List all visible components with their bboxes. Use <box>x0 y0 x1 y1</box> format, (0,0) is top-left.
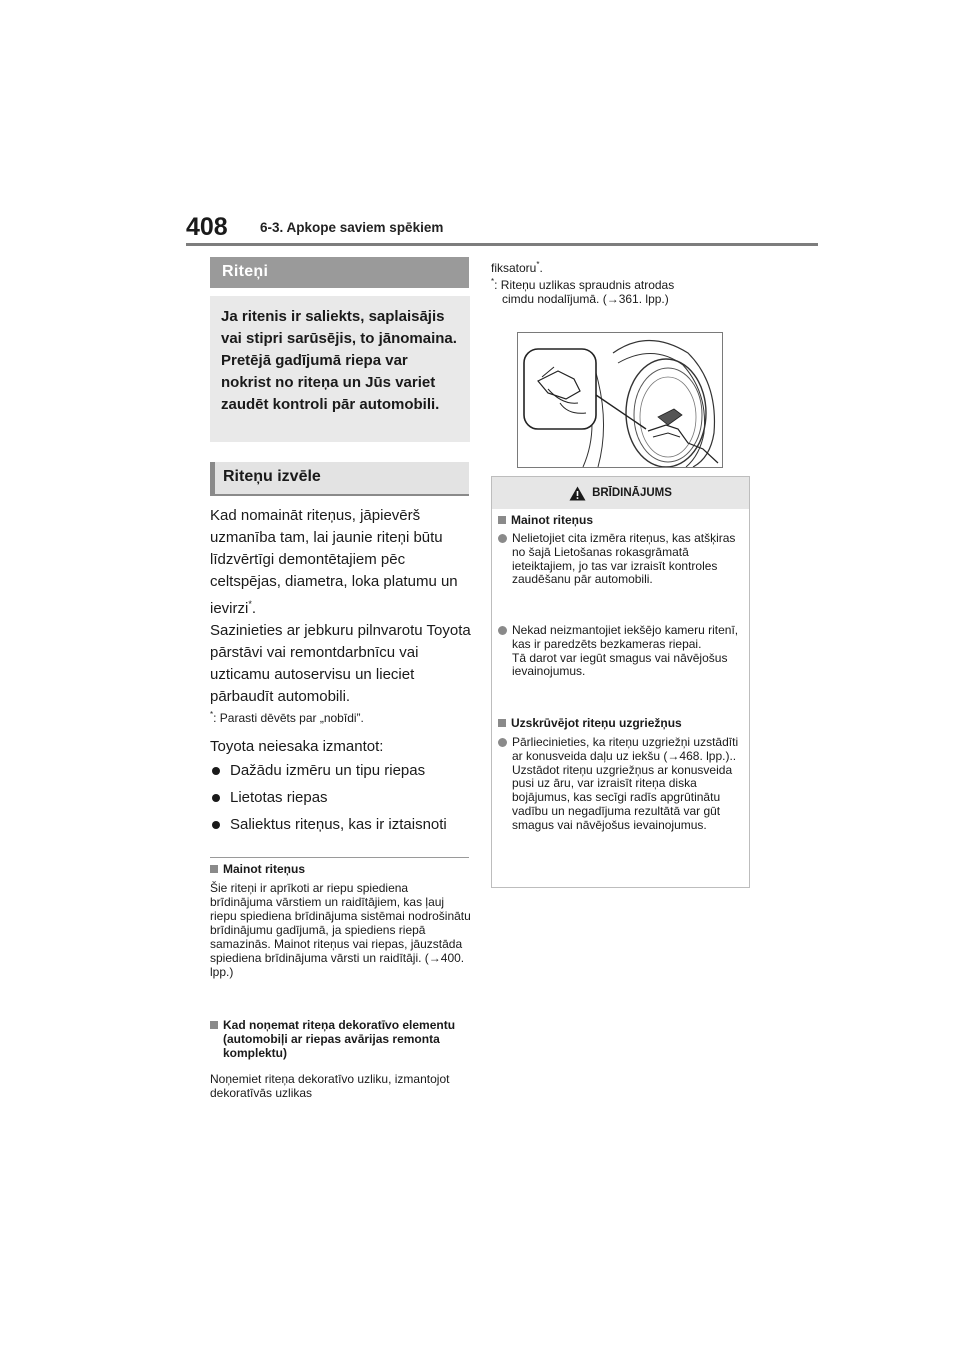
heading-riteni: Riteņi <box>210 257 469 288</box>
bullet-icon <box>498 534 507 543</box>
warning-subheading-changing-wheels: Mainot riteņus <box>498 513 593 527</box>
list-item: Dažādu izmēru un tipu riepas <box>210 762 425 779</box>
square-bullet-icon <box>498 516 506 524</box>
list-item: Saliektus riteņus, kas ir iztaisnoti <box>210 816 447 833</box>
list-item: Lietotas riepas <box>210 789 328 806</box>
wheel-illustration-icon <box>518 333 722 467</box>
text-tpms-valves: Šie riteņi ir aprīkoti ar riepu spiediena brīdinājuma vārstiem un raidītājiem, kas ļauj riepu spiediena brīdinājuma sistēmai nodrošinātu brīdinājumu gadījumā, ja spiediens riepā samazinās. Mainot riteņus vai riepas, jāuzstāda spiediena brīdinājuma vārsti un raidītāji. (→400. lpp.) <box>210 881 471 979</box>
warning-note: Ja ritenis ir saliekts, saplaisājis vai stipri sarūsējis, to jānomaina. Pretējā gadījumā riepa var nokrist no riteņa un Jūs variet zaudēt kontroli pār automobili. <box>210 296 470 442</box>
square-bullet-icon <box>498 719 506 727</box>
heading-riteni-izvele: Riteņu izvēle <box>210 462 469 496</box>
square-bullet-icon <box>210 1021 218 1029</box>
footnote-clip-location-cont: cimdu nodalījumā. (→361. lpp.) <box>502 292 669 306</box>
paragraph-contact-dealer: Sazinieties ar jebkuru pilnvarotu Toyota pārstāvi vai remontdarbnīcu vai uzticamu autoservisu un lieciet pārbaudīt automobili. <box>210 622 471 705</box>
wheel-ornament-removal-illustration <box>517 332 723 468</box>
right-column-intro <box>491 258 751 306</box>
warning-header <box>492 477 749 509</box>
bullet-icon <box>212 767 220 775</box>
warning-item-inner-tube: Nekad neizmantojiet iekšējo kameru ritenī, kas ir paredzēts bezkameras riepai. Tā darot var iegūt smagus vai nāvējošus ievainojumus. <box>498 624 744 679</box>
divider <box>210 857 469 858</box>
subheading-removing-ornament: Kad noņemat riteņa dekoratīvo elementu (automobiļi ar riepas avārijas remonta komplektu) <box>210 1018 472 1060</box>
footnote-clip-location: *: Riteņu uzlikas spraudnis atrodas <box>491 277 675 292</box>
warning-subheading-wheel-nuts: Uzskrūvējot riteņu uzgriežņus <box>498 716 682 730</box>
text-removing-ornament: Noņemiet riteņa dekoratīvo uzliku, izmantojot dekoratīvās uzlikas <box>210 1072 450 1100</box>
continuation-text: fiksatoru*. <box>491 260 543 275</box>
page-number: 408 <box>186 213 228 241</box>
header-rule <box>186 243 818 246</box>
warning-triangle-icon <box>569 486 586 501</box>
warning-title: BRĪDINĀJUMS <box>592 487 672 499</box>
paragraph-not-recommended: Toyota neiesaka izmantot: <box>210 738 384 755</box>
paragraph-wheel-selection: Kad nomaināt riteņus, jāpievērš uzmanība tam, lai jaunie riteņi būtu līdzvērtīgi demontētajiem pēc celtspējas, diametra, loka platumu un ievirzi*. <box>210 507 458 617</box>
subheading-changing-wheels: Mainot riteņus <box>210 862 305 876</box>
bullet-icon <box>212 821 220 829</box>
bullet-icon <box>498 738 507 747</box>
warning-box <box>491 476 750 888</box>
section-title: 6-3. Apkope saviem spēkiem <box>260 220 444 235</box>
bullet-icon <box>498 626 507 635</box>
warning-item-wheel-nuts: Pārliecinieties, ka riteņu uzgriežņi uzstādīti ar konusveida daļu uz iekšu (→468. lpp.).. Uzstādot riteņu uzgriežņus ar konusveida pusi uz āru, var izraisīt riteņa diska bojājumus, kas secīgi radīs apgrūtinātu vadību un negadījuma rezultātā var gūt smagus vai nāvējošus ievainojumus. <box>498 736 744 833</box>
footnote-offset: *: Parasti dēvēts par „nobīdi”. <box>210 710 364 725</box>
warning-item-wheel-size: Nelietojiet cita izmēra riteņus, kas atšķiras no šajā Lietošanas rokasgrāmatā ieteiktajiem, jo tas var izraisīt kontroles zaudēšanu pār automobili. <box>498 532 744 587</box>
bullet-icon <box>212 794 220 802</box>
square-bullet-icon <box>210 865 218 873</box>
